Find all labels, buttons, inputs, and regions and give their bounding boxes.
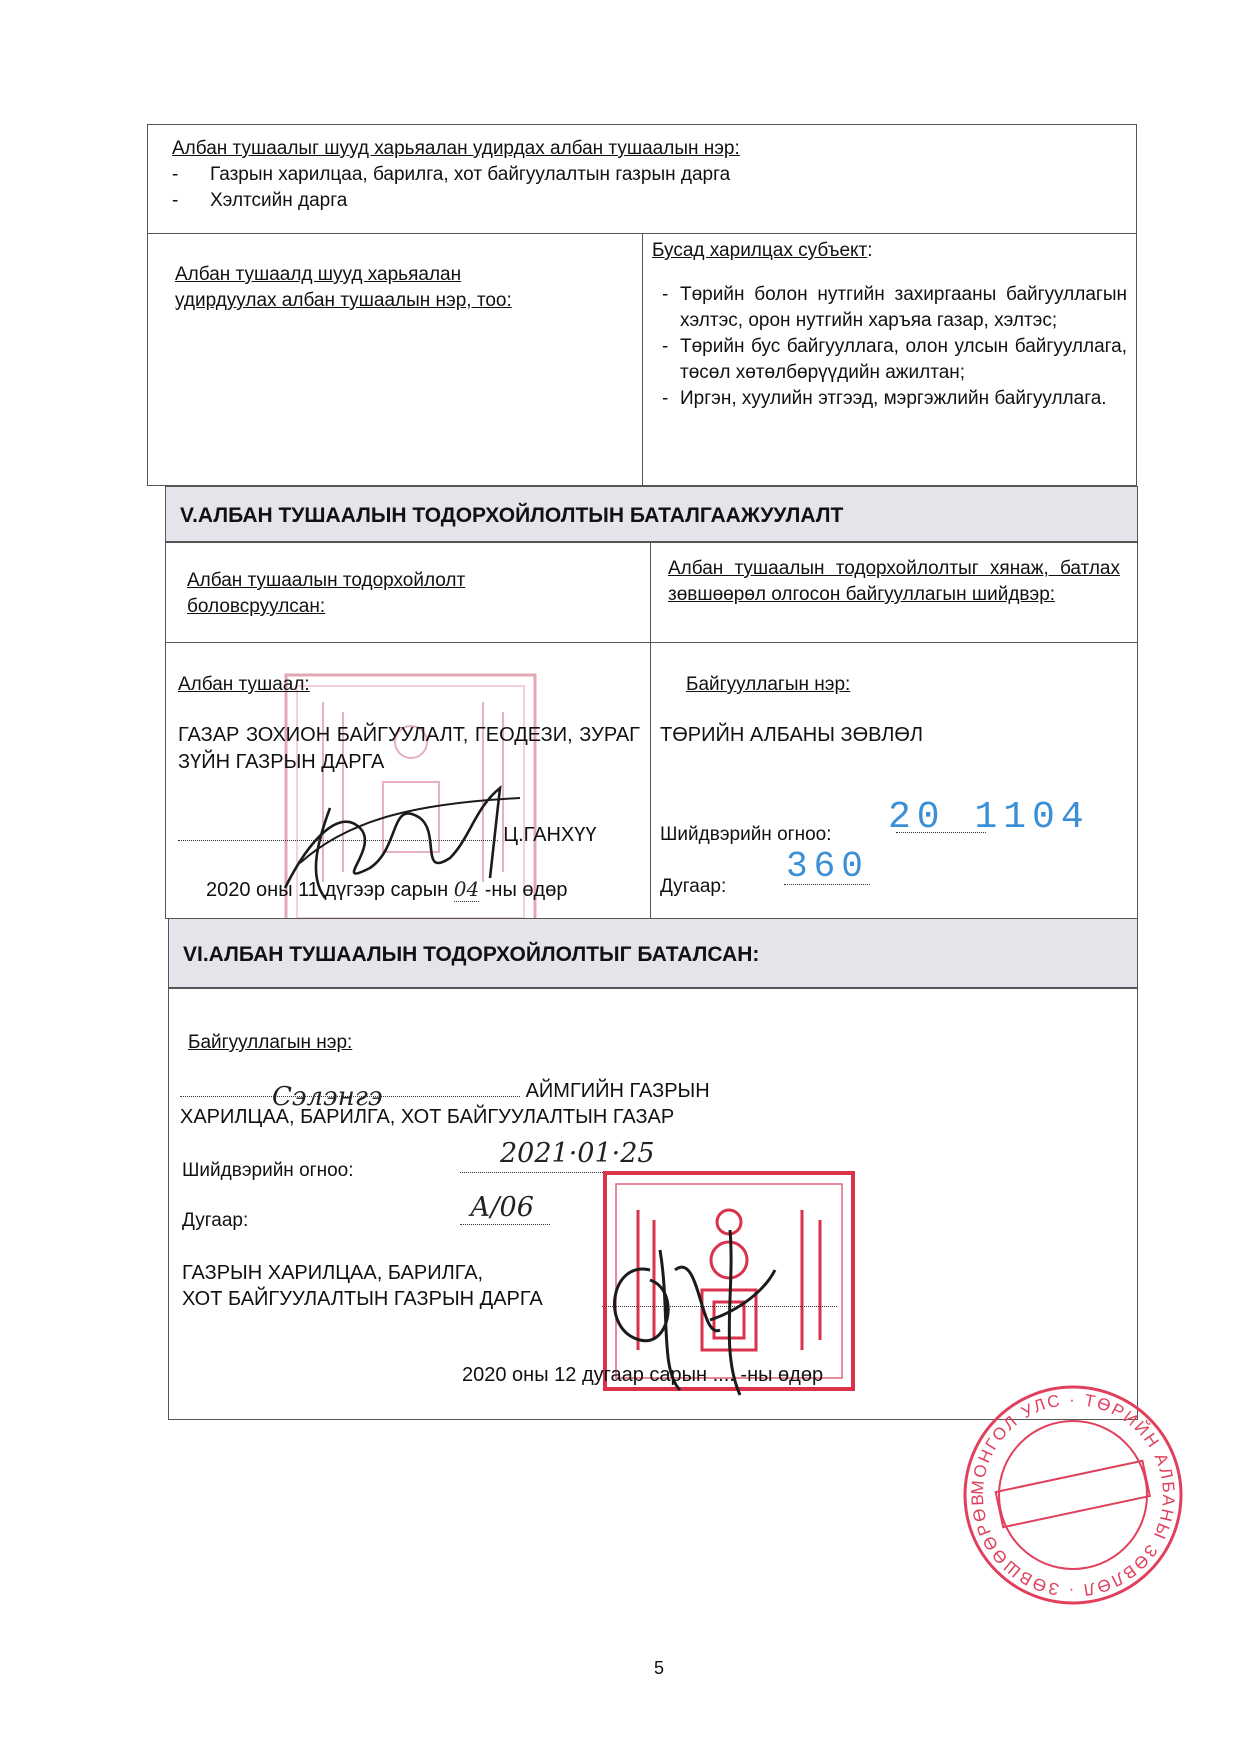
org-value: ТӨРИЙН АЛБАНЫ ЗӨВЛӨЛ [660,724,924,746]
decision-date-value: 20 1104 [888,796,1090,839]
prepared-by-title: Албан тушаалын тодорхойлолт боловсруулсан: [187,570,466,617]
org-label: Байгууллагын нэр: [686,674,851,695]
s6-org-line1: Сэлэнгэ АЙМГИЙН ГАЗРЫН [180,1078,710,1104]
s6-date-line: 2020 оны 12 дугаар сарын .... -ны өдөр [462,1364,824,1386]
number-value: 360 [786,846,869,887]
subordinates-title: Албан тушаалд шууд харьяалан удирдуулах албан тушаалын нэр, тоо: [175,264,512,311]
other-subjects-title: Бусад харилцах субъект: [652,240,873,261]
supervisor-title: Албан тушаалыг шууд харьяалан удирдах албан тушаалын нэр: [172,138,740,159]
s6-decision-date-value: 2021·01·25 [500,1138,655,1169]
section-5-header: V.АЛБАН ТУШААЛЫН ТОДОРХОЙЛОЛТЫН БАТАЛГААЖУУЛАЛТ [165,486,1138,542]
s6-org-line2: ХАРИЛЦАА, БАРИЛГА, ХОТ БАЙГУУЛАЛТЫН ГАЗАР [180,1106,675,1128]
round-stamp-icon [958,1380,1188,1610]
section-6-header: VI.АЛБАН ТУШААЛЫН ТОДОРХОЙЛОЛТЫГ БАТАЛСАН: [168,918,1138,988]
signer-name: Ц.ГАНХҮҮ [503,824,597,846]
position-value: ГАЗАР ЗОХИОН БАЙГУУЛАЛТ, ГЕОДЕЗИ, ЗУРАГ ЗҮЙН ГАЗРЫН ДАРГА [178,724,640,773]
aimag-handwritten: Сэлэнгэ [272,1082,383,1112]
supervisor-item-1: - Газрын харилцаа, барилга, хот байгуулалтын газрын дарга [172,164,731,185]
decision-date-label: Шийдвэрийн огноо: [660,824,832,845]
position-label: Албан тушаал: [178,674,310,695]
s6-signer-title: ГАЗРЫН ХАРИЛЦАА, БАРИЛГА, ХОТ БАЙГУУЛАЛТЫН ГАЗРЫН ДАРГА [182,1262,543,1310]
prepared-date: 2020 оны 11 дүгээр сарын 04 -ны өдөр [206,877,568,901]
signer-line [178,822,597,849]
s6-decision-date-label: Шийдвэрийн огноо: [182,1160,354,1181]
s6-org-label: Байгууллагын нэр: [188,1032,353,1053]
svg-text:МОНГОЛ УЛС · ТӨРИЙН АЛБАНЫ ЗӨВ: МОНГОЛ УЛС · ТӨРИЙН АЛБАНЫ ЗӨВЛӨЛ · ЗӨВШӨӨРӨВ [967,1389,1179,1601]
s6-number-label: Дугаар: [182,1210,249,1231]
number-label: Дугаар: [660,876,727,897]
page-number: 5 [654,1658,665,1678]
s6-number-value: А/06 [470,1192,534,1223]
other-subjects-list: - Төрийн болон нутгийн захиргааны байгууллагын хэлтэс, орон нутгийн харъяа газар, хэлтэс; - Төрийн бус байгууллага, олон улсын байгууллага, төсөл хөтөлбөрүүдийн ажилтан; - Иргэн, хуулийн этгээд, мэргэжлийн байгууллага. [662,284,1127,409]
supervisor-item-2: - Хэлтсийн дарга [172,190,348,211]
approving-org-title: Албан тушаалын тодорхойлолтыг хянаж, батлах зөвшөөрөл олгосон байгууллагын шийдвэр: [668,558,1120,605]
round-stamp [958,1380,1188,1610]
